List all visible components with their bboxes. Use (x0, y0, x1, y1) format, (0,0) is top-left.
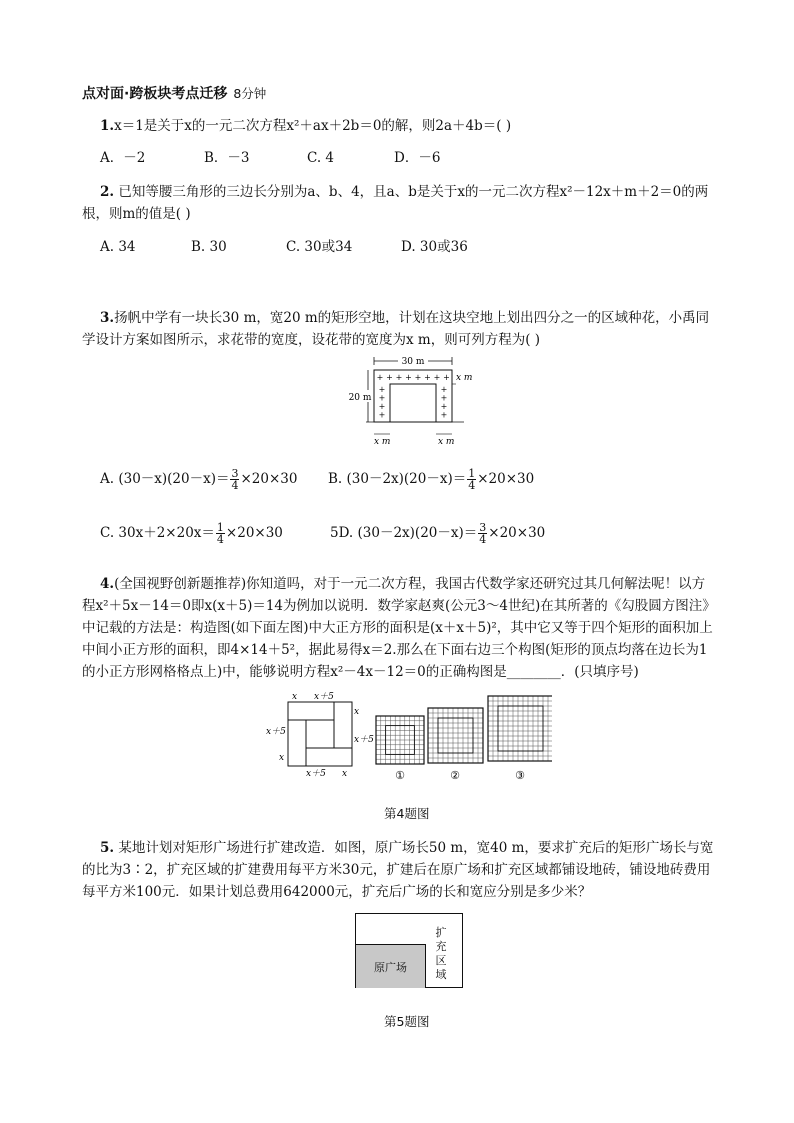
numerator: 3 (479, 521, 487, 534)
flower-plus: + (395, 373, 403, 382)
section-title (82, 84, 266, 104)
grid-label-2: ② (450, 769, 460, 782)
question-4-line-4: 中间小正方形的面积，即4×14＋5²，据此易得x＝2.那么在下面右边三个构图(矩形的顶点均落在边长为1 (82, 642, 708, 658)
question-4 (100, 574, 705, 594)
inner-rect (390, 384, 436, 422)
numerator: 3 (231, 467, 239, 480)
option-c: C. 30或34 (286, 239, 353, 255)
option-b: B．－3 (204, 150, 250, 166)
numerator: 1 (216, 521, 224, 534)
question-2 (100, 182, 708, 202)
numerator: 1 (468, 467, 476, 480)
flower-plus: + (378, 385, 386, 394)
original-plaza (356, 944, 426, 988)
grid-border (428, 708, 483, 763)
option-d (330, 522, 545, 545)
grid-inner-square (498, 706, 543, 751)
bottom-right-label: x m (438, 437, 455, 446)
denominator: 4 (216, 533, 224, 546)
flower-plus: + (424, 373, 431, 382)
flower-bed-figure (348, 354, 478, 446)
grid-figures (372, 692, 552, 784)
denominator: 4 (479, 533, 487, 546)
grid-group (376, 696, 552, 764)
flower-plus: + (378, 393, 386, 403)
flower-plus: + (440, 385, 448, 394)
option-rhs: ×20×30 (225, 525, 283, 541)
fraction (216, 522, 225, 545)
question-text: 已知等腰三角形的三边长分别为a、b、4，且a、b是关于x的一元二次方程x²－12x＋m＋2＝0的两 (114, 184, 709, 200)
plaza-figure (355, 913, 463, 988)
option-lhs: A. (30－x)(20－x)＝ (100, 471, 230, 487)
top-label: 30 m (401, 357, 425, 367)
expand-char: 扩 (435, 926, 447, 939)
grid-label-3: ③ (515, 769, 525, 782)
rectangle-bottom (306, 748, 352, 766)
flower-plus: + (440, 402, 448, 411)
flower-plus: + (414, 373, 422, 382)
flower-plus: + (443, 373, 450, 382)
question-4-line-3: 中记载的方法是：构造图(如下面左图)中大正方形的面积是(x＋x＋5)²，其中它又等于四个矩形的面积加上 (82, 620, 713, 636)
question-number: 3. (100, 310, 115, 326)
option-b (328, 468, 534, 491)
rectangle-right (334, 702, 352, 748)
figure-5-caption: 第5题图 (384, 1014, 430, 1029)
zhao-shuang-figure (262, 690, 374, 778)
question-number: 1. (100, 118, 115, 134)
section-time: 8分钟 (233, 86, 267, 101)
grid-label-1: ① (395, 769, 405, 782)
flower-plus: + (405, 373, 412, 382)
expand-char: 充 (435, 940, 447, 953)
label-x-top: x (292, 692, 298, 702)
option-c (100, 522, 283, 545)
option-a (100, 468, 297, 491)
fraction (478, 522, 487, 545)
option-a: A．－2 (100, 150, 146, 166)
right-label: x m (456, 373, 473, 383)
label-x5-top: x＋5 (314, 692, 334, 702)
label-x-bottom: x (342, 769, 348, 778)
label-x-right: x (354, 707, 360, 717)
option-lhs: 5D. (30－2x)(20－x)＝ (330, 525, 478, 541)
option-b: B. 30 (191, 239, 227, 255)
original-plaza-label: 原广场 (374, 960, 407, 974)
question-5 (100, 838, 713, 858)
question-3 (100, 308, 709, 328)
fraction (467, 468, 476, 491)
option-lhs: C. 30x＋2×20x＝ (100, 525, 215, 541)
option-a: A. 34 (100, 239, 136, 255)
label-x5-bottom: x＋5 (306, 769, 326, 778)
flower-plus: + (433, 373, 441, 382)
flower-plus: + (440, 410, 448, 420)
rectangle-top (288, 702, 334, 720)
flower-plus: + (376, 373, 384, 382)
question-5-line-3: 每平方米100元．如果计划总费用642000元，扩充后广场的长和宽应分别是多少米？ (82, 884, 592, 900)
option-rhs: ×20×30 (240, 471, 298, 487)
outer-square (288, 702, 352, 766)
question-number: 4. (100, 576, 115, 592)
question-4-line-5: 的小正方形网格格点上)中，能够说明方程x²－4x－12＝0的正确构图是________．(只填序号) (82, 664, 639, 680)
question-text: x＝1是关于x的一元二次方程x²＋ax＋2b＝0的解，则2a＋4b＝( ) (114, 118, 512, 134)
option-d: D．－6 (394, 150, 441, 166)
section-title-text: 点对面·跨板块考点迁移 (82, 86, 228, 102)
denominator: 4 (231, 479, 239, 492)
denominator: 4 (468, 479, 476, 492)
bottom-left-label: x m (374, 437, 391, 446)
question-number: 2. (100, 184, 115, 200)
flower-marks (377, 373, 450, 420)
fraction (230, 468, 239, 491)
label-x5-right: x＋5 (354, 735, 374, 745)
flower-plus: + (378, 410, 386, 420)
expand-char: 区 (435, 954, 447, 967)
option-d: D. 30或36 (401, 239, 468, 255)
question-2-line-2: 根，则m的值是( ) (82, 206, 191, 222)
question-4-line-2: 程x²＋5x－14＝0即x(x＋5)＝14为例加以说明．数学家赵爽(公元3～4世纪)在其所著的《勾股圆方图注》 (82, 598, 716, 614)
label-x5-left: x＋5 (266, 727, 286, 737)
flower-plus: + (440, 393, 448, 403)
question-number: 5. (100, 840, 115, 856)
expand-area-label (432, 926, 450, 982)
question-text: 扬帆中学有一块长30 m，宽20 m的矩形空地，计划在这块空地上划出四分之一的区域种花，小禹同 (114, 310, 710, 326)
option-rhs: ×20×30 (488, 525, 546, 541)
side-label: 20 m (348, 393, 372, 403)
figure-4-caption: 第4题图 (384, 806, 430, 821)
question-text: 某地计划对矩形广场进行扩建改造．如图，原广场长50 m，宽40 m，要求扩充后的矩形广场长与宽 (114, 840, 714, 856)
question-3-line-2: 学设计方案如图所示，求花带的宽度，设花带的宽度为x m，则可列方程为( ) (82, 332, 541, 348)
expand-char: 域 (435, 968, 447, 981)
rectangle-left (288, 720, 306, 766)
option-lhs: B. (30－2x)(20－x)＝ (328, 471, 467, 487)
question-1 (100, 116, 511, 136)
option-rhs: ×20×30 (477, 471, 535, 487)
option-c: C. 4 (307, 150, 335, 166)
flower-plus: + (378, 402, 386, 411)
question-5-line-2: 的比为3∶2，扩充区域的扩建费用每平方米30元，扩建后在原广场和扩充区域都铺设地砖，铺设地砖费用 (82, 862, 711, 878)
question-text: (全国视野创新题推荐)你知道吗，对于一元二次方程，我国古代数学家还研究过其几何解法呢！以方 (114, 576, 706, 592)
label-x-left: x (279, 753, 285, 763)
flower-plus: + (386, 373, 393, 382)
